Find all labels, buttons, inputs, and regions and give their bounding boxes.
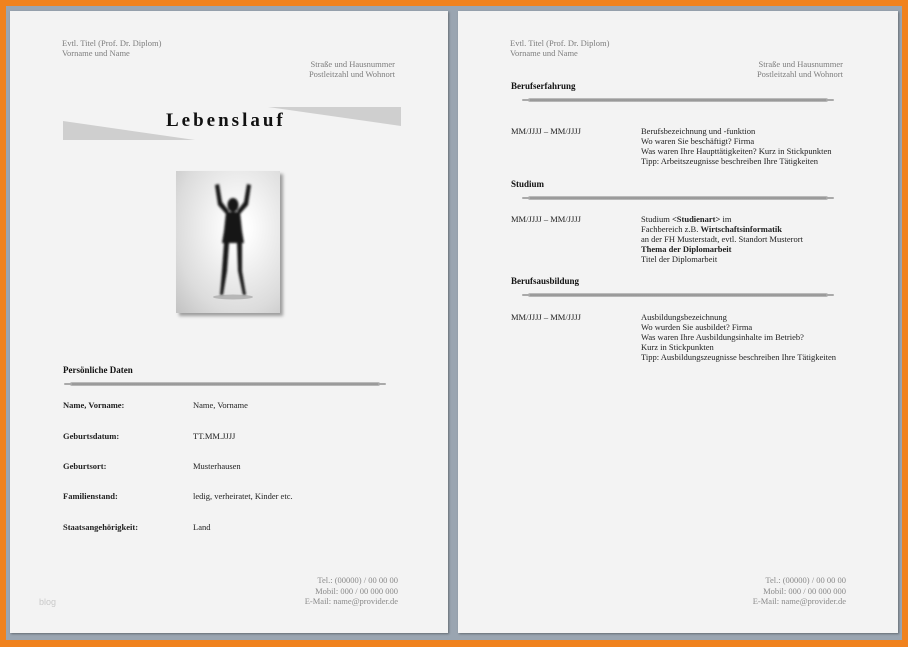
header-title-line: Evtl. Titel (Prof. Dr. Diplom) — [510, 38, 610, 48]
header-street-line: Straße und Hausnummer — [310, 59, 395, 69]
footer-email: E-Mail: name@provider.de — [752, 596, 846, 606]
header-street-line: Straße und Hausnummer — [758, 59, 843, 69]
title-wedge-right — [268, 107, 401, 126]
date-range: MM/JJJJ – MM/JJJJ — [511, 214, 581, 224]
section-divider — [528, 293, 828, 297]
date-range: MM/JJJJ – MM/JJJJ — [511, 312, 581, 322]
field-value: TT.MM.JJJJ — [193, 431, 236, 441]
field-value: Name, Vorname — [193, 400, 248, 410]
header-city-line: Postleitzahl und Wohnort — [308, 69, 395, 79]
field-label: Geburtsort: — [63, 461, 107, 471]
entry-text-bold: Wirtschaftsinformatik — [700, 224, 783, 234]
section-divider — [528, 98, 828, 102]
entry-line: Titel der Diplomarbeit — [641, 254, 718, 264]
document-title: Lebenslauf — [166, 110, 286, 131]
field-label: Name, Vorname: — [63, 400, 125, 410]
entry-text: im — [720, 214, 732, 224]
footer-mobile: Mobil: 000 / 00 000 000 — [315, 586, 398, 596]
header-name-line: Vorname und Name — [510, 48, 578, 58]
field-value: Land — [193, 522, 211, 532]
footer-email: E-Mail: name@provider.de — [304, 596, 398, 606]
entry-line: an der FH Musterstadt, evtl. Standort Musterort — [641, 234, 803, 244]
section-divider — [528, 196, 828, 200]
footer-phone: Tel.: (00000) / 00 00 00 — [765, 575, 846, 585]
date-range: MM/JJJJ – MM/JJJJ — [511, 126, 581, 136]
entry-text-bold: <Studienart> — [671, 214, 721, 224]
cv-page-right — [458, 11, 898, 633]
field-value: Musterhausen — [193, 461, 241, 471]
entry-text: Fachbereich z.B. — [641, 224, 701, 234]
entry-line — [641, 214, 731, 224]
profile-photo — [176, 171, 280, 313]
section-divider — [70, 382, 380, 386]
entry-line: Thema der Diplomarbeit — [641, 244, 732, 254]
entry-line: Tipp: Ausbildungszeugnisse beschreiben Ihre Tätigkeiten — [641, 352, 836, 362]
entry-line: Berufsbezeichnung und -funktion — [641, 126, 756, 136]
field-label: Familienstand: — [63, 491, 118, 501]
entry-line — [641, 224, 782, 234]
footer-mobile: Mobil: 000 / 00 000 000 — [763, 586, 846, 596]
entry-line: Kurz in Stickpunkten — [641, 342, 714, 352]
header-title-line: Evtl. Titel (Prof. Dr. Diplom) — [62, 38, 162, 48]
footer-phone: Tel.: (00000) / 00 00 00 — [317, 575, 398, 585]
entry-line: Tipp: Arbeitszeugnisse beschreiben Ihre Tätigkeiten — [641, 156, 819, 166]
entry-line: Wo wurden Sie ausbildet? Firma — [641, 322, 753, 332]
person-silhouette — [176, 171, 280, 313]
field-label: Staatsangehörigkeit: — [63, 522, 139, 532]
section-title-personal: Persönliche Daten — [63, 365, 133, 375]
entry-line: Ausbildungsbezeichnung — [641, 312, 727, 322]
section-title-training: Berufsausbildung — [511, 276, 580, 286]
entry-line: Wo waren Sie beschäftigt? Firma — [641, 136, 755, 146]
entry-text: Studium — [641, 214, 672, 224]
watermark: blog — [39, 597, 57, 607]
section-title-studies: Studium — [511, 179, 545, 189]
header-name-line: Vorname und Name — [62, 48, 130, 58]
entry-line: Was waren Ihre Haupttätigkeiten? Kurz in Stickpunkten — [641, 146, 832, 156]
section-title-experience: Berufserfahrung — [511, 81, 576, 91]
header-city-line: Postleitzahl und Wohnort — [756, 69, 843, 79]
entry-line: Was waren Ihre Ausbildungsinhalte im Betrieb? — [641, 332, 804, 342]
field-value: ledig, verheiratet, Kinder etc. — [193, 491, 293, 501]
field-label: Geburtsdatum: — [63, 431, 120, 441]
cv-page-left — [10, 11, 448, 633]
